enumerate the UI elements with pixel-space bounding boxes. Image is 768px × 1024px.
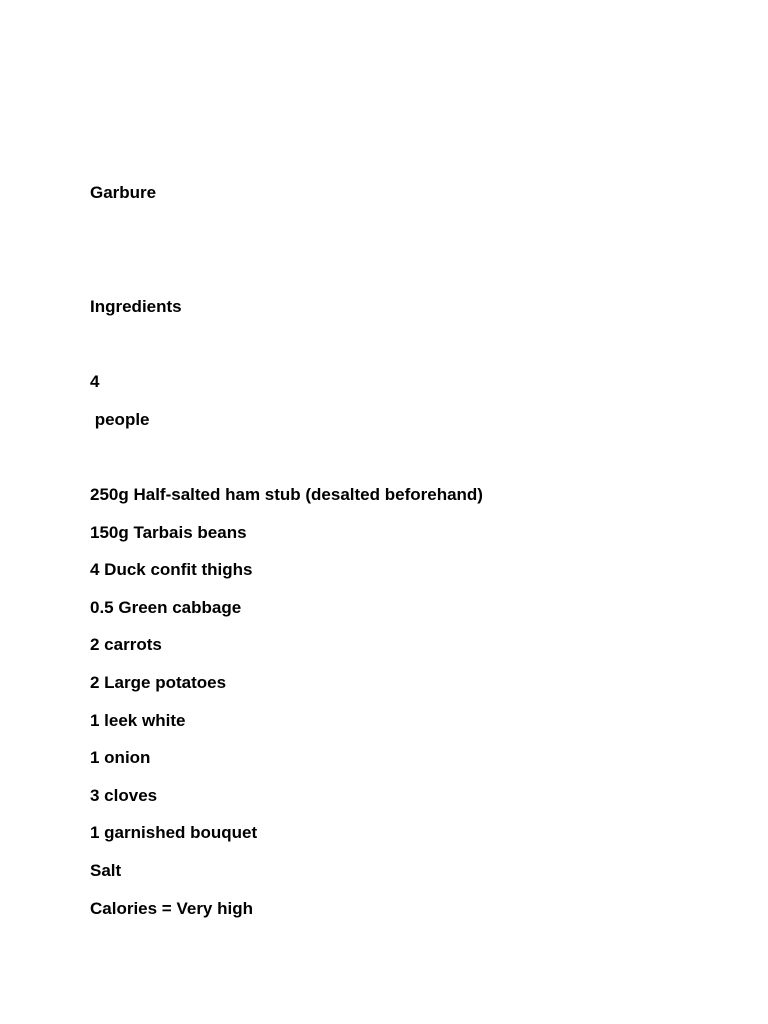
ingredient-item: Calories = Very high bbox=[90, 898, 253, 918]
servings-unit: people bbox=[90, 410, 150, 429]
ingredient-item: 250g Half-salted ham stub (desalted beforehand) bbox=[90, 485, 483, 504]
ingredient-item: 3 cloves bbox=[90, 785, 158, 805]
ingredient-item: 4 Duck confit thighs bbox=[90, 560, 253, 580]
recipe-title: Garbure bbox=[90, 183, 157, 202]
ingredient-item: 2 Large potatoes bbox=[90, 672, 227, 692]
ingredients-heading: Ingredients bbox=[90, 297, 182, 316]
ingredient-item: Salt bbox=[90, 860, 122, 880]
ingredient-item: 1 leek white bbox=[90, 710, 186, 730]
ingredient-item: 150g Tarbais beans bbox=[90, 522, 247, 542]
ingredient-list bbox=[90, 484, 483, 935]
ingredient-item: 2 carrots bbox=[90, 635, 162, 655]
ingredient-item: 1 onion bbox=[90, 748, 151, 768]
servings-count: 4 bbox=[90, 372, 100, 391]
ingredient-item: 1 garnished bouquet bbox=[90, 823, 258, 843]
ingredient-item: 0.5 Green cabbage bbox=[90, 597, 242, 617]
